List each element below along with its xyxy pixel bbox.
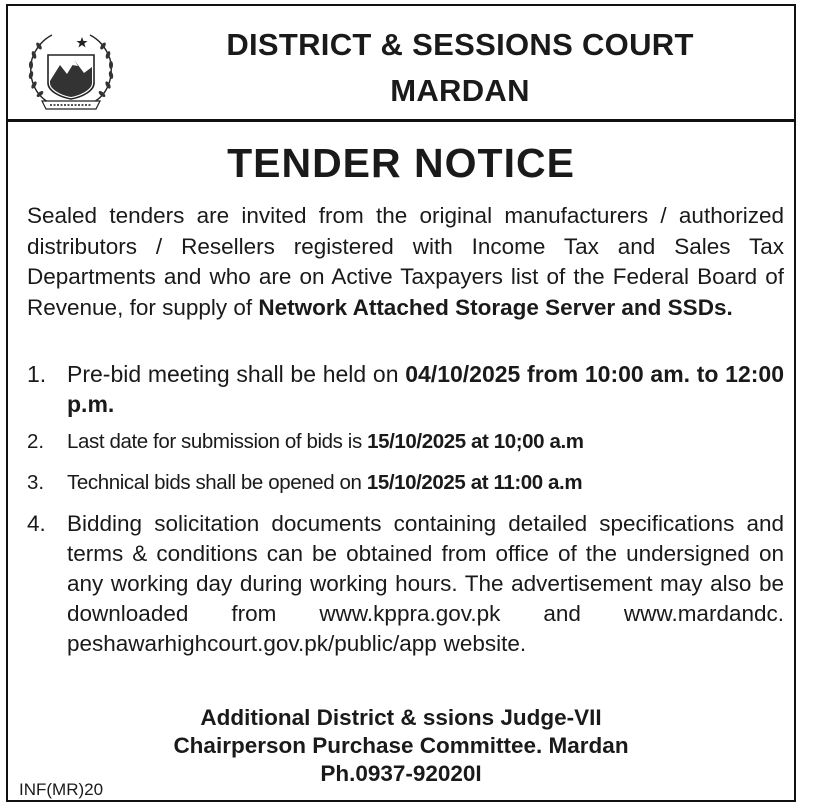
list-item-plain-text: Last date for submission of bids is <box>67 430 368 453</box>
court-location: MARDAN <box>390 73 530 108</box>
list-item-text <box>67 359 784 419</box>
signatory-phone: Ph.0937-92020I <box>320 761 482 786</box>
list-item-bold-text: 15/10/2025 at 10;00 a.m <box>367 430 584 453</box>
list-item-plain-text: Pre-bid meeting shall be held on <box>67 361 406 387</box>
intro-text: Sealed tenders are invited from the original manufacturers / authorized distributors / Resellers registered with Income Tax and Sales Tax Departments and who are on Active Taxpayers list of the Federal Board of Revenue, for supply of <box>27 203 784 320</box>
intro-paragraph <box>27 201 784 323</box>
header-divider <box>6 119 796 122</box>
list-item-number: 4. <box>27 511 46 536</box>
list-item-number: 3. <box>27 471 45 494</box>
list-item-plain-text: Technical bids shall be opened on <box>67 471 367 494</box>
reference-number: INF(MR)20 <box>19 780 104 799</box>
signatory-committee: Chairperson Purchase Committee. Mardan <box>173 733 629 758</box>
list-item-text: Bidding solicitation documents containing detailed specifications and terms & conditions can be obtained from office of the undersigned on any working day during working hours. The advertisement may also be downloaded from www.kppra.gov.pk and www.mardandc. peshawarhighcourt.gov.pk/public/app website. <box>67 511 784 656</box>
list-item-bold-text: 15/10/2025 at 11:00 a.m <box>366 471 583 494</box>
list-item-text <box>67 428 784 456</box>
list-item-bold-text: 04/10/2025 from 10:00 am. to 12:00 p.m. <box>67 361 785 417</box>
list-item-number: 1. <box>27 361 47 387</box>
intro-bold-text: Network Attached Storage Server and SSDs. <box>258 294 733 320</box>
list-item-text <box>67 469 784 497</box>
kpk-government-emblem-icon <box>20 25 122 115</box>
court-name: DISTRICT & SESSIONS COURT <box>226 27 694 62</box>
list-item-number: 2. <box>27 430 45 453</box>
signatory-title: Additional District & ssions Judge-VII <box>200 705 602 730</box>
notice-title: TENDER NOTICE <box>227 140 575 186</box>
